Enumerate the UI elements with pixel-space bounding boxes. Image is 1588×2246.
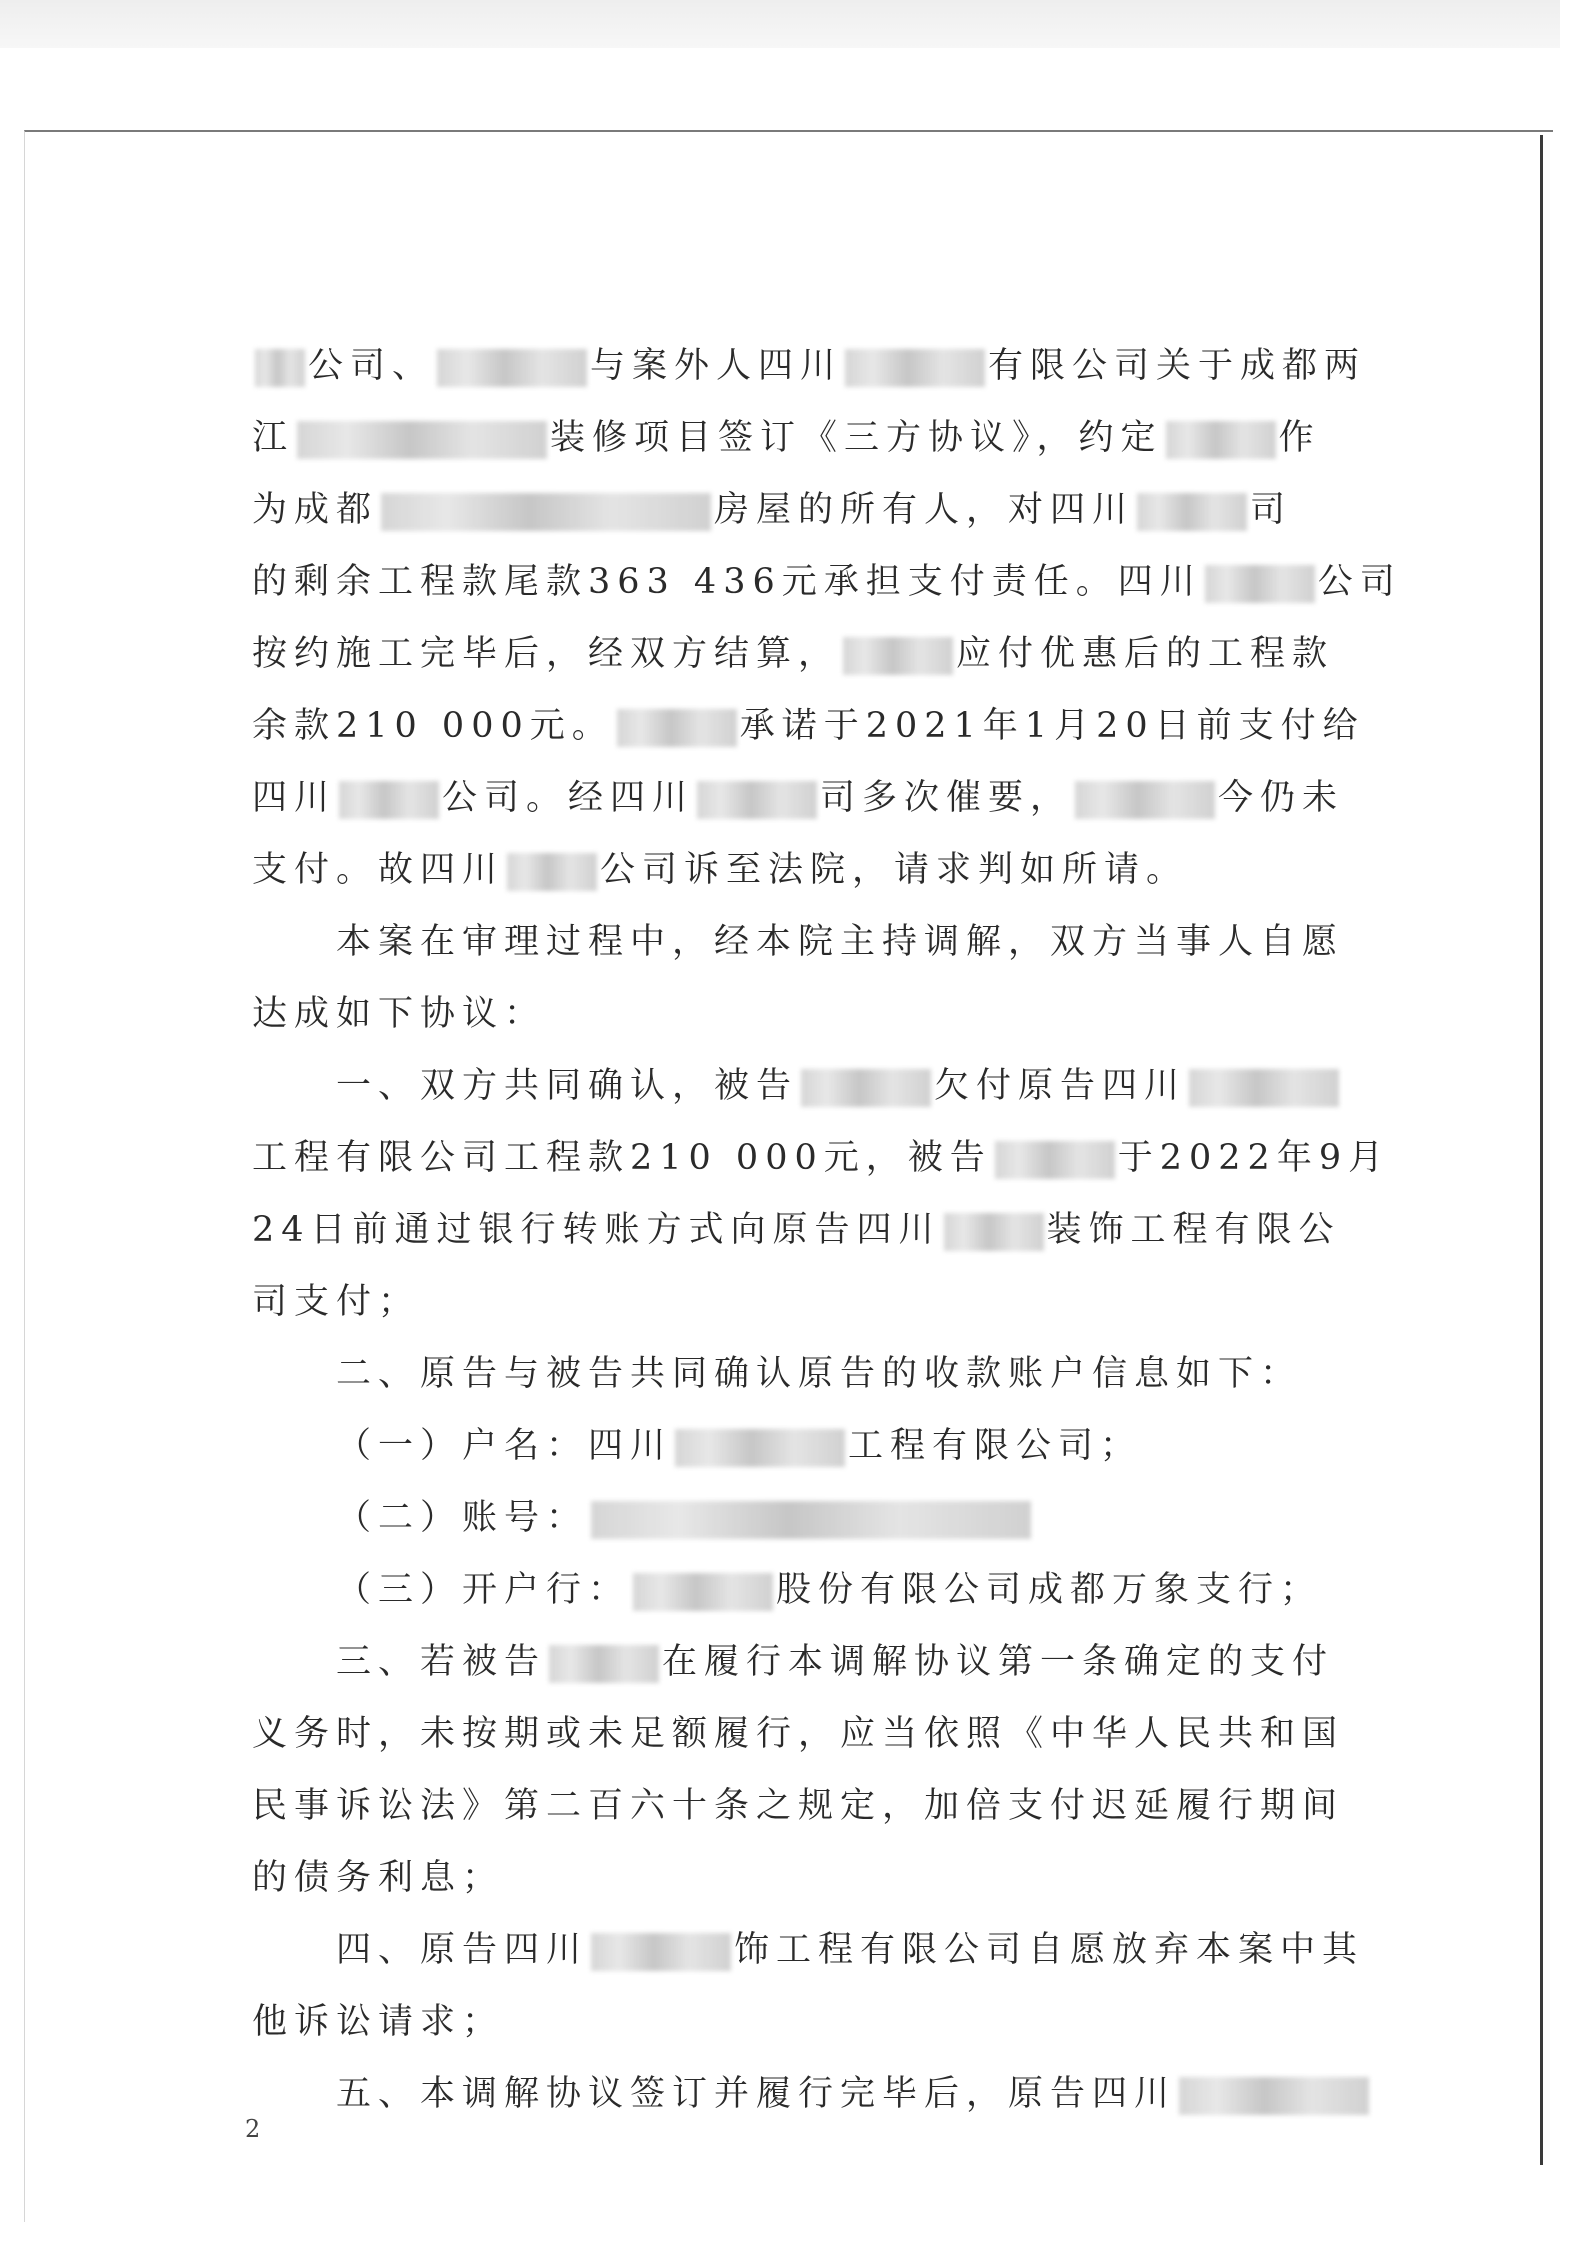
- text-segment: 本案在审理过程中，经本院主持调解，双方当事人自愿: [336, 922, 1345, 962]
- text-segment: 司支付；: [252, 1282, 421, 1322]
- text-segment: 24日前通过银行转账方式向原告四川: [252, 1210, 941, 1250]
- text-line: [252, 1266, 1317, 1338]
- document-body: [252, 330, 1402, 2130]
- redacted-text: [437, 349, 587, 387]
- text-segment: 饰工程有限公司自愿放弃本案中其: [734, 1930, 1365, 1970]
- text-segment: 工程有限公司；: [848, 1426, 1143, 1466]
- text-segment: 的剩余工程款尾款363 436元承担支付责任。四川: [252, 562, 1202, 602]
- text-segment: 工程有限公司工程款210 000元，被告: [252, 1138, 992, 1178]
- text-segment: 一、双方共同确认，被告: [336, 1066, 799, 1106]
- text-segment: 民事诉讼法》第二百六十条之规定，加倍支付迟延履行期间: [252, 1786, 1345, 1826]
- text-segment: 他诉讼请求；: [252, 2002, 505, 2042]
- text-segment: 装饰工程有限公: [1046, 1210, 1341, 1250]
- text-segment: 公司。经四川: [442, 778, 695, 818]
- redacted-text: [1189, 1069, 1339, 1107]
- text-line: [252, 1554, 1323, 1626]
- text-segment: 二、原告与被告共同确认原告的收款账户信息如下：: [336, 1354, 1303, 1394]
- text-line: [252, 1122, 1391, 1194]
- text-line: [252, 1698, 1345, 1770]
- redacted-text: [801, 1069, 931, 1107]
- redacted-text: [617, 709, 737, 747]
- text-segment: 江: [252, 418, 295, 458]
- text-line: [252, 1770, 1345, 1842]
- text-line: [252, 474, 1317, 546]
- text-line: [252, 1194, 1341, 1266]
- redacted-text: [1179, 2077, 1369, 2115]
- redacted-text: [995, 1141, 1115, 1179]
- text-segment: （一）户名：四川: [336, 1426, 673, 1466]
- text-line: [252, 978, 1317, 1050]
- text-segment: 股份有限公司成都万象支行；: [776, 1570, 1323, 1610]
- redacted-text: [843, 637, 953, 675]
- text-line: [252, 1914, 1365, 1986]
- text-segment: 的债务利息；: [252, 1858, 505, 1898]
- text-segment: 装修项目签订《三方协议》，约定: [550, 418, 1163, 458]
- text-line: [252, 2058, 1317, 2130]
- text-segment: 作: [1278, 418, 1321, 458]
- text-line: [252, 618, 1335, 690]
- redacted-text: [549, 1645, 659, 1683]
- text-line: [252, 690, 1365, 762]
- text-segment: 五、本调解协议签订并履行完毕后，原告四川: [336, 2074, 1177, 2114]
- redacted-text: [697, 781, 817, 819]
- redacted-text: [591, 1933, 731, 1971]
- redacted-text: [507, 853, 597, 891]
- text-line: [252, 1842, 1317, 1914]
- text-segment: 房屋的所有人，对四川: [714, 490, 1135, 530]
- redacted-text: [339, 781, 439, 819]
- text-line: [252, 1482, 1317, 1554]
- text-line: [252, 762, 1345, 834]
- text-segment: 公司诉至法院，请求判如所请。: [600, 850, 1189, 890]
- redacted-text: [1137, 493, 1247, 531]
- text-line: [252, 402, 1321, 474]
- text-line: [252, 1338, 1317, 1410]
- text-segment: 为成都: [252, 490, 379, 530]
- text-segment: 余款210 000元。: [252, 706, 614, 746]
- text-segment: 有限公司关于成都两: [988, 346, 1367, 386]
- text-line: [252, 906, 1345, 978]
- text-segment: 按约施工完毕后，经双方结算，: [252, 634, 841, 674]
- text-segment: 四川: [252, 778, 337, 818]
- scan-top-edge: [0, 0, 1560, 48]
- text-segment: 欠付原告四川: [934, 1066, 1187, 1106]
- text-line: [252, 834, 1317, 906]
- text-segment: 支付。故四川: [252, 850, 505, 890]
- text-line: [252, 1986, 1317, 2058]
- text-segment: 司多次催要，: [820, 778, 1073, 818]
- text-segment: 公司: [1317, 562, 1402, 602]
- text-segment: 应付优惠后的工程款: [956, 634, 1335, 674]
- text-segment: 义务时，未按期或未足额履行，应当依照《中华人民共和国: [252, 1714, 1345, 1754]
- text-segment: 于2022年9月: [1117, 1138, 1391, 1178]
- redacted-text: [1166, 421, 1276, 459]
- text-segment: 四、原告四川: [336, 1930, 589, 1970]
- redacted-text: [297, 421, 547, 459]
- text-line: [252, 546, 1402, 618]
- text-line: [252, 330, 1367, 402]
- text-segment: 三、若被告: [336, 1642, 547, 1682]
- text-segment: 今仍未: [1218, 778, 1345, 818]
- redacted-text: [381, 493, 711, 531]
- text-line: [252, 1050, 1317, 1122]
- text-segment: 公司、: [308, 346, 435, 386]
- redacted-text: [591, 1501, 1031, 1539]
- redacted-text: [1075, 781, 1215, 819]
- redacted-text: [255, 349, 305, 387]
- page-right-edge: [1540, 135, 1543, 2165]
- redacted-text: [633, 1573, 773, 1611]
- text-segment: 在履行本调解协议第一条确定的支付: [662, 1642, 1335, 1682]
- text-segment: 司: [1250, 490, 1293, 530]
- text-line: [252, 1626, 1335, 1698]
- text-line: [252, 1410, 1317, 1482]
- redacted-text: [1205, 565, 1315, 603]
- text-segment: （三）开户行：: [336, 1570, 631, 1610]
- redacted-text: [675, 1429, 845, 1467]
- page-number: 2: [245, 2115, 261, 2143]
- redacted-text: [845, 349, 985, 387]
- text-segment: （二）账号：: [336, 1498, 589, 1538]
- text-segment: 承诺于2021年1月20日前支付给: [739, 706, 1365, 746]
- text-segment: 与案外人四川: [590, 346, 843, 386]
- text-segment: 达成如下协议：: [252, 994, 547, 1034]
- redacted-text: [944, 1213, 1044, 1251]
